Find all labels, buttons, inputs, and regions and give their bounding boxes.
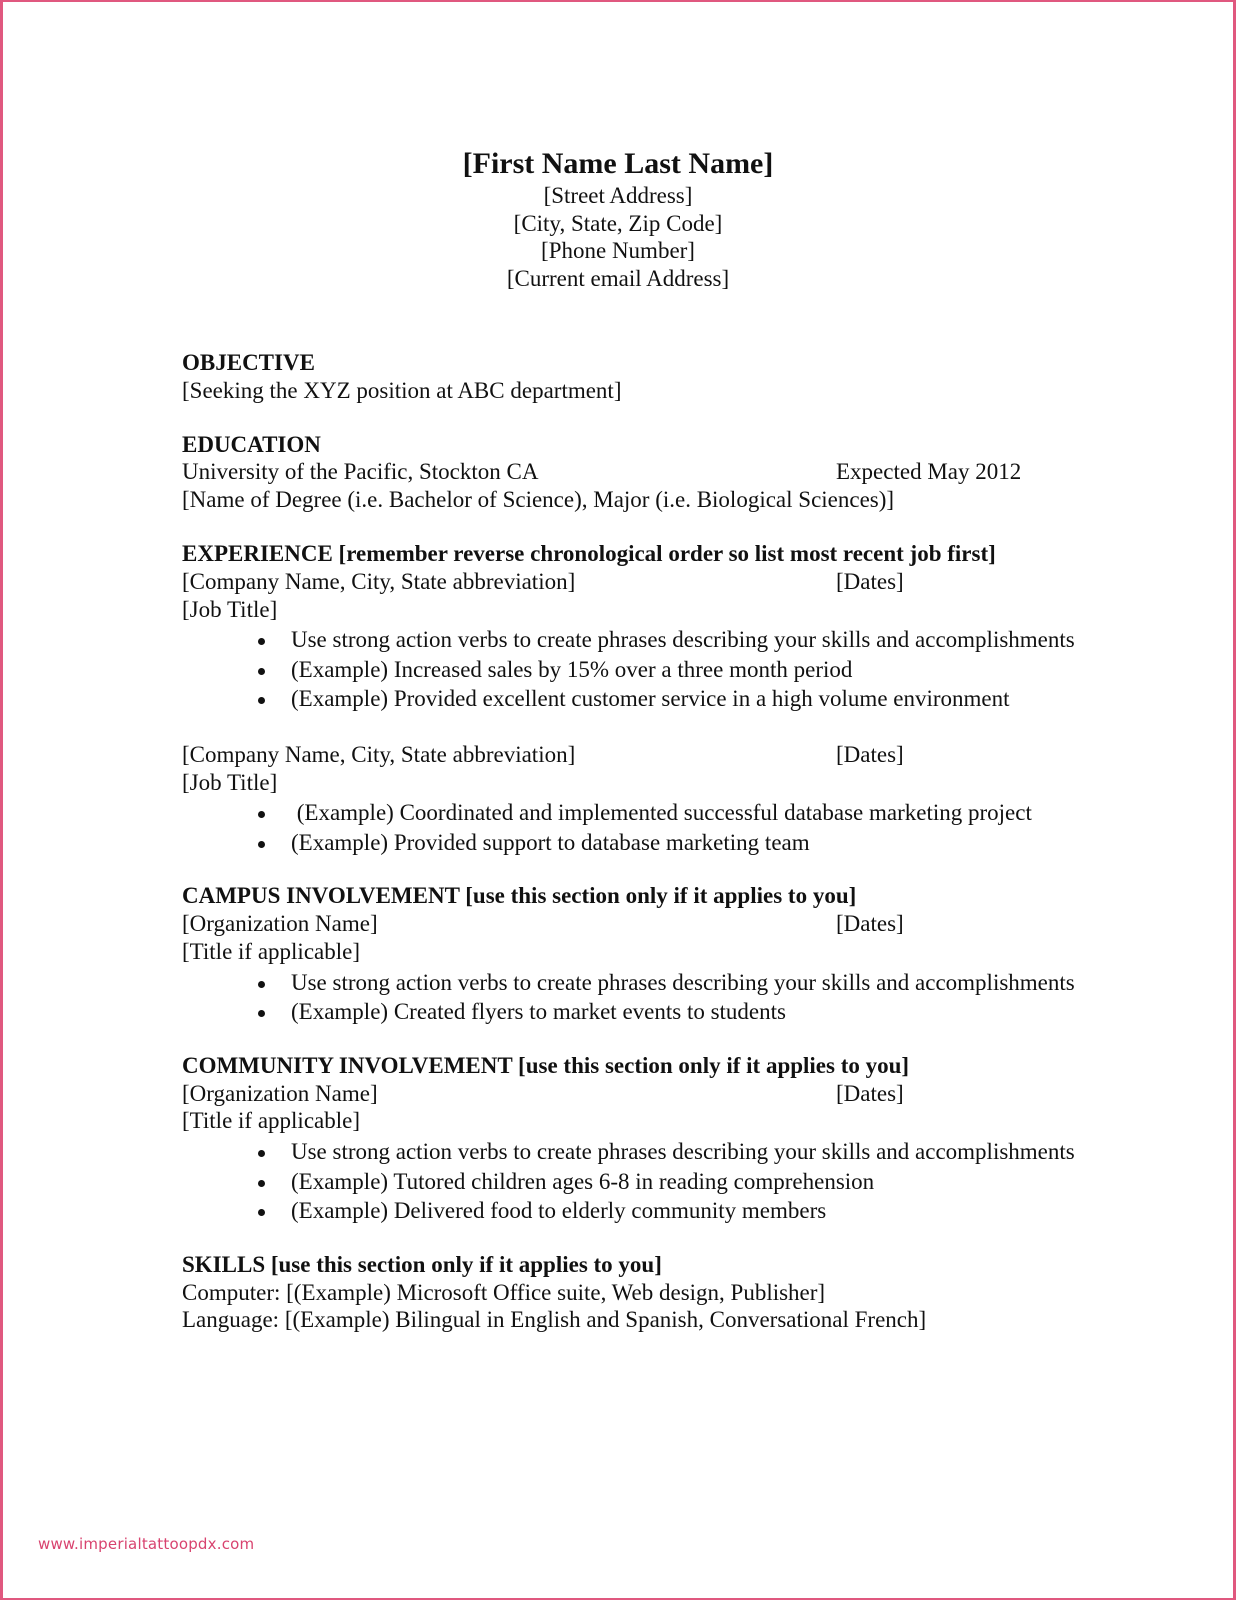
candidate-name: [First Name Last Name]	[462, 147, 774, 180]
education-section	[182, 431, 1082, 514]
skills-computer: Computer: [(Example) Microsoft Office suite, Web design, Publisher]	[182, 1279, 826, 1305]
community-section	[182, 1052, 1082, 1225]
bullet-icon	[258, 841, 265, 848]
bullet-text: Use strong action verbs to create phrases describing your skills and accomplishments	[291, 627, 1075, 653]
bullet-text: (Example) Increased sales by 15% over a three month period	[291, 656, 853, 682]
bullet-icon	[258, 811, 265, 818]
list-item	[182, 829, 1082, 857]
street-address: [Street Address]	[543, 183, 693, 208]
company-name: [Company Name, City, State abbreviation]	[182, 568, 576, 594]
list-item	[182, 656, 1082, 684]
bullet-icon	[258, 981, 265, 988]
experience-title: EXPERIENCE [remember reverse chronological order so list most recent job first]	[182, 540, 996, 566]
list-item	[182, 1197, 1082, 1225]
experience-section	[182, 540, 1082, 856]
job-bullets	[182, 799, 1082, 856]
resume-header	[0, 146, 1236, 292]
bullet-text: (Example) Coordinated and implemented successful database marketing project	[291, 800, 1032, 826]
education-title: EDUCATION	[182, 431, 321, 457]
community-org-row	[182, 1080, 1082, 1108]
school-name: University of the Pacific, Stockton CA	[182, 459, 539, 485]
community-role: [Title if applicable]	[182, 1108, 360, 1134]
objective-title: OBJECTIVE	[182, 350, 315, 375]
bullet-icon	[258, 638, 265, 645]
resume-body	[182, 349, 1082, 1360]
job-dates: [Dates]	[836, 568, 904, 594]
degree-line: [Name of Degree (i.e. Bachelor of Science), Major (i.e. Biological Sciences)]	[182, 487, 895, 513]
company-name: [Company Name, City, State abbreviation]	[182, 741, 576, 767]
bullet-icon	[258, 1209, 265, 1216]
skills-section	[182, 1251, 1082, 1334]
list-item	[182, 626, 1082, 654]
job-dates: [Dates]	[836, 741, 904, 767]
bullet-text: (Example) Tutored children ages 6-8 in reading comprehension	[291, 1168, 875, 1194]
bullet-icon	[258, 1180, 265, 1187]
job-title: [Job Title]	[182, 596, 278, 622]
list-item	[182, 1138, 1082, 1166]
campus-section	[182, 882, 1082, 1025]
bullet-text: Use strong action verbs to create phrases describing your skills and accomplishments	[291, 969, 1075, 995]
bullet-text: (Example) Provided support to database marketing team	[291, 829, 810, 855]
phone-number: [Phone Number]	[541, 238, 695, 263]
campus-role: [Title if applicable]	[182, 939, 360, 965]
list-item	[182, 969, 1082, 997]
bullet-text: (Example) Provided excellent customer service in a high volume environment	[291, 686, 1010, 712]
job-entry	[182, 741, 1082, 857]
community-title: COMMUNITY INVOLVEMENT [use this section only if it applies to you]	[182, 1052, 910, 1078]
organization-name: [Organization Name]	[182, 1080, 378, 1106]
list-item	[182, 799, 1082, 827]
campus-dates: [Dates]	[836, 911, 904, 937]
bullet-icon	[258, 1010, 265, 1017]
skills-language: Language: [(Example) Bilingual in English and Spanish, Conversational French]	[182, 1307, 927, 1333]
list-item	[182, 1168, 1082, 1196]
job-company-row	[182, 741, 1082, 769]
bullet-icon	[258, 697, 265, 704]
community-bullets	[182, 1138, 1082, 1225]
graduation-date: Expected May 2012	[836, 459, 1022, 485]
job-bullets	[182, 626, 1082, 713]
email-address: [Current email Address]	[506, 265, 730, 291]
bullet-text: (Example) Delivered food to elderly community members	[291, 1198, 827, 1224]
watermark-url: www.imperialtattoopdx.com	[38, 1535, 255, 1553]
job-entry	[182, 568, 1082, 713]
bullet-icon	[258, 1150, 265, 1157]
job-title: [Job Title]	[182, 769, 278, 795]
organization-name: [Organization Name]	[182, 911, 378, 937]
job-company-row	[182, 568, 1082, 596]
list-item	[182, 998, 1082, 1026]
education-row	[182, 458, 1082, 486]
bullet-text: (Example) Created flyers to market events to students	[291, 999, 786, 1025]
bullet-text: Use strong action verbs to create phrases describing your skills and accomplishments	[291, 1139, 1075, 1165]
objective-text: [Seeking the XYZ position at ABC department]	[182, 377, 622, 403]
bullet-icon	[258, 668, 265, 675]
campus-bullets	[182, 969, 1082, 1026]
objective-section	[182, 349, 1082, 405]
list-item	[182, 685, 1082, 713]
campus-title: CAMPUS INVOLVEMENT [use this section only if it applies to you]	[182, 883, 857, 909]
city-state-zip: [City, State, Zip Code]	[513, 210, 723, 236]
community-dates: [Dates]	[836, 1080, 904, 1106]
campus-org-row	[182, 910, 1082, 938]
skills-title: SKILLS [use this section only if it applies to you]	[182, 1251, 662, 1277]
